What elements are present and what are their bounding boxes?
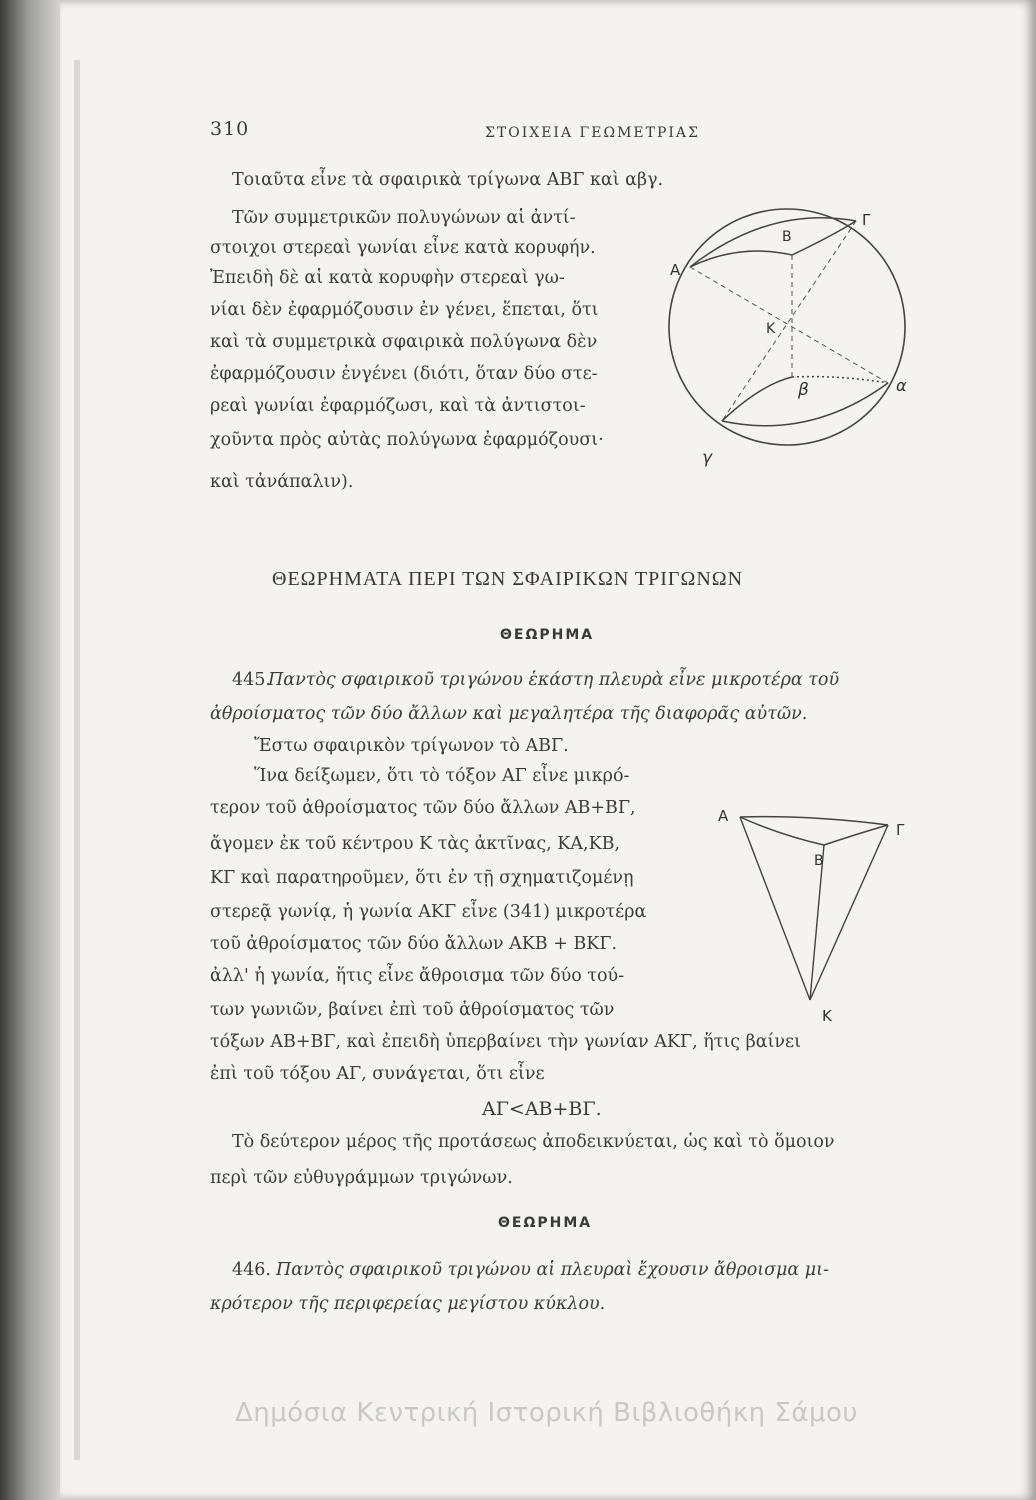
proof-line: Ἵνα δείξωμεν, ὅτι τὸ τόξον ΑΓ εἶνε μικρό- (254, 766, 630, 786)
proof-line: στερεᾷ γωνίᾳ, ἡ γωνία ΑΚΓ εἶνε (341) μικροτέρα (210, 902, 647, 922)
intro-line: Τοιαῦτα εἶνε τὰ σφαιρικὰ τρίγωνα ΑΒΓ καὶ αβγ. (232, 170, 664, 190)
intro-line: Τῶν συμμετρικῶν πολυγώνων αἱ ἀντί- (232, 208, 576, 228)
fig1-label: γ (702, 448, 713, 468)
page-number: 310 (210, 118, 250, 140)
proof-line: ἄγομεν ἐκ τοῦ κέντρου Κ τὰς ἀκτῖνας, ΚΑ,ΚΒ, (210, 834, 621, 854)
closing-line: περὶ τῶν εὐθυγράμμων τριγώνων. (210, 1168, 513, 1188)
theorem-number: 445. (232, 670, 271, 690)
proof-line: των γωνιῶν, βαίνει ἐπὶ τοῦ ἀθροίσματος τῶν (210, 1000, 615, 1020)
proof-line: τοῦ ἀθροίσματος τῶν δύο ἄλλων ΑΚΒ + ΒΚΓ. (210, 934, 618, 954)
theorem-heading: ΘΕΩΡΗΜΑ (500, 627, 595, 643)
proof-line: τερον τοῦ ἀθροίσματος τῶν δύο ἄλλων ΑΒ+ΒΓ, (210, 798, 636, 818)
fig2-label: Κ (822, 1007, 832, 1025)
intro-line: καὶ τἀνάπαλιν). (210, 472, 354, 492)
theorem-statement: Παντὸς σφαιρικοῦ τριγώνου αἱ πλευραὶ ἔχουσιν ἄθροισμα μι- (276, 1260, 829, 1280)
fig1-label: Α (670, 261, 681, 279)
intro-line: ρεαὶ γωνίαι ἐφαρμόζωσι, καὶ τὰ ἀντιστοι- (210, 396, 586, 416)
book-spine (0, 0, 62, 1500)
section-title: ΘΕΩΡΗΜΑΤΑ ΠΕΡΙ ΤΩΝ ΣΦΑΙΡΙΚΩΝ ΤΡΙΓΩΝΩΝ (272, 568, 744, 590)
fig2-label: Β (814, 853, 824, 869)
formula: ΑΓ<ΑΒ+ΒΓ. (482, 1098, 602, 1120)
figure-solid-angle (710, 795, 910, 1025)
closing-line: Τὸ δεύτερον μέρος τῆς προτάσεως ἀποδεικνύεται, ὡς καὶ τὸ ὅμοιον (232, 1132, 835, 1152)
theorem-heading: ΘΕΩΡΗΜΑ (498, 1215, 593, 1231)
running-title: ΣΤΟΙΧΕΙΑ ΓΕΩΜΕΤΡΙΑΣ (485, 125, 700, 141)
intro-line: Ἐπειδὴ δὲ αἱ κατὰ κορυφὴν στερεαὶ γω- (210, 268, 565, 288)
proof-line: ἐπὶ τοῦ τόξου ΑΓ, συνάγεται, ὅτι εἶνε (210, 1064, 545, 1084)
page-edge-shadow (74, 60, 80, 1460)
intro-line: στοιχοι στερεαὶ γωνίαι εἶνε κατὰ κορυφήν. (210, 238, 596, 258)
fig1-label: β (798, 380, 809, 400)
figure-spherical-triangles (660, 185, 920, 485)
proof-line: τόξων ΑΒ+ΒΓ, καὶ ἐπειδὴ ὑπερβαίνει τὴν γωνίαν ΑΚΓ, ἥτις βαίνει (210, 1032, 801, 1052)
proof-line: Ἔστω σφαιρικὸν τρίγωνον τὸ ΑΒΓ. (254, 736, 569, 756)
library-watermark: Δημόσια Κεντρική Ιστορική Βιβλιοθήκη Σάμου (235, 1398, 858, 1428)
proof-line: ΚΓ καὶ παρατηροῦμεν, ὅτι ἐν τῇ σχηματιζομένῃ (210, 868, 634, 888)
intro-line: νίαι δὲν ἐφαρμόζουσιν ἐν γένει, ἕπεται, ὅτι (210, 300, 599, 320)
intro-line: καὶ τὰ συμμετρικὰ σφαιρικὰ πολύγωνα δὲν (210, 332, 598, 352)
theorem-statement: Παντὸς σφαιρικοῦ τριγώνου ἑκάστη πλευρὰ εἶνε μικροτέρα τοῦ (268, 670, 840, 690)
fig2-label: Α (718, 807, 729, 825)
fig2-label: Γ (896, 821, 905, 839)
fig1-label: Β (782, 229, 792, 245)
intro-line: ἐφαρμόζουσιν ἐνγένει (διότι, ὅταν δύο στε- (210, 364, 598, 384)
fig1-label: α (896, 376, 907, 395)
fig1-label: Γ (862, 211, 871, 229)
theorem-statement: κρότερον τῆς περιφερείας μεγίστου κύκλου. (210, 1294, 606, 1314)
theorem-number: 446. (232, 1260, 271, 1280)
proof-line: ἀλλ' ἡ γωνία, ἥτις εἶνε ἄθροισμα τῶν δύο τού- (210, 966, 625, 986)
fig1-label: Κ (766, 321, 776, 337)
intro-line: χοῦντα πρὸς αὐτὰς πολύγωνα ἐφαρμόζουσι· (210, 430, 604, 450)
theorem-statement: ἀθροίσματος τῶν δύο ἄλλων καὶ μεγαλητέρα τῆς διαφορᾶς αὐτῶν. (210, 704, 808, 724)
